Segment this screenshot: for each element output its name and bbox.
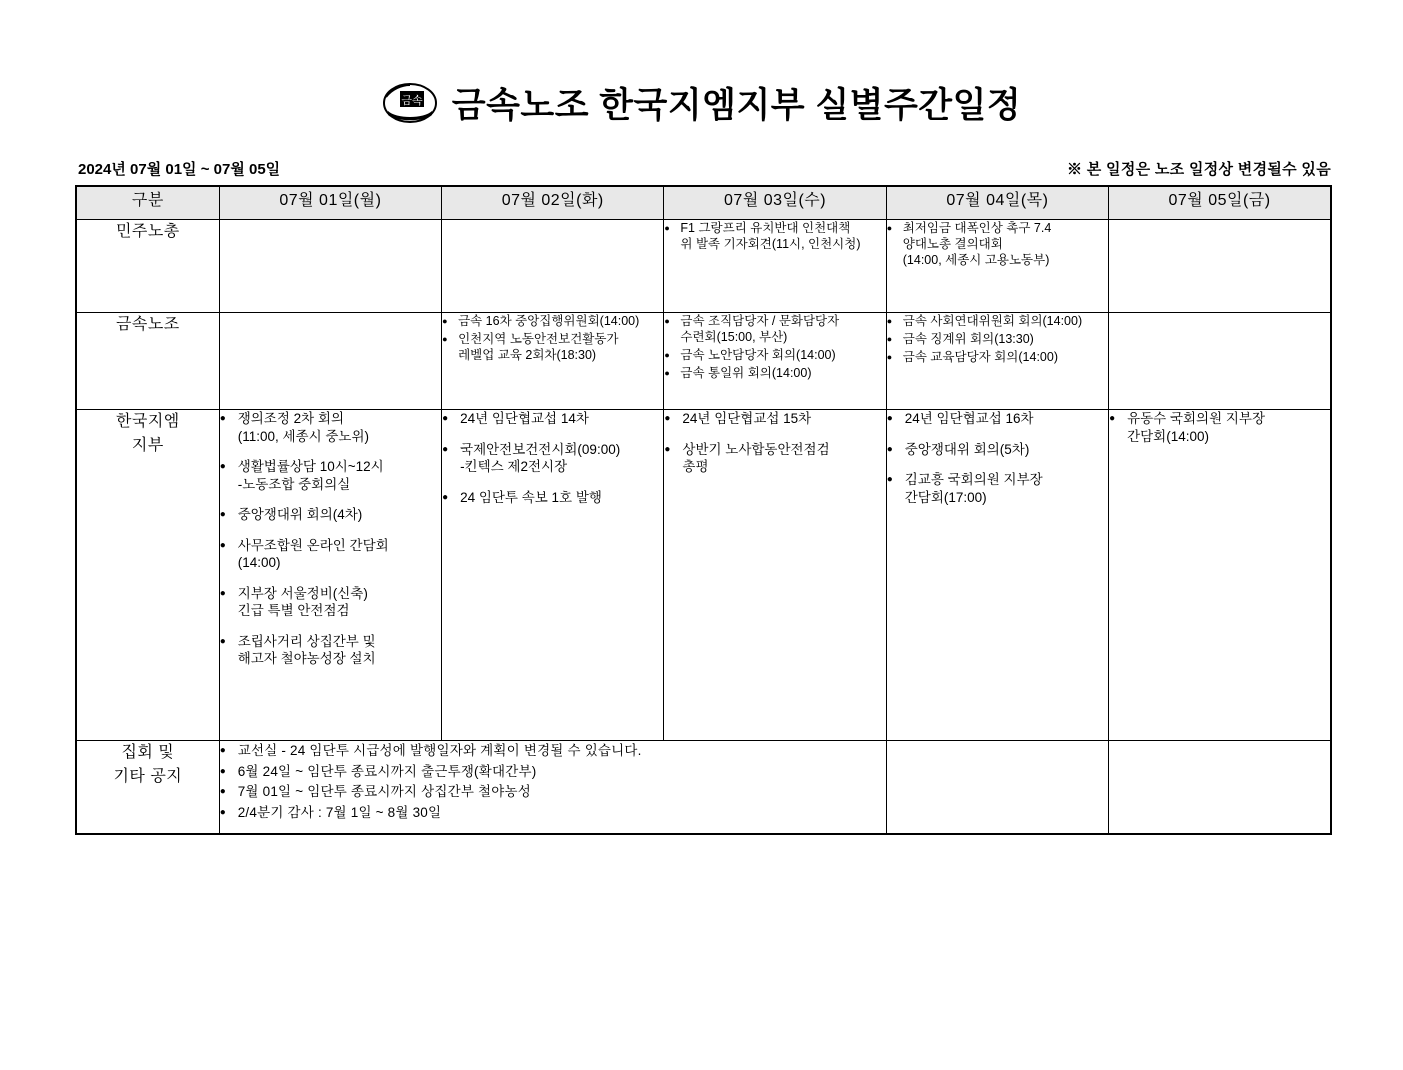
cell-notice-blank-thu [886,741,1108,835]
schedule-item: ● 금속 징계위 회의(13:30) [887,331,1108,347]
item-list [887,410,1108,506]
schedule-item: ● 금속 교육담당자 회의(14:00) [887,349,1108,365]
item-list [887,313,1108,365]
schedule-item: ● 2/4분기 감사 : 7월 1일 ~ 8월 30일 [220,803,886,823]
cell-notice-items [219,741,886,835]
schedule-item: ● 금속 조직담당자 / 문화담당자 수련회(15:00, 부산) [664,313,885,345]
item-list [220,410,441,668]
column-header-thu: 07월 04일(목) [886,186,1108,220]
document-page [0,78,1403,1070]
cell-minju-thu [886,220,1108,313]
schedule-item: ● 교선실 - 24 임단투 시급성에 발행일자와 계획이 변경될 수 있습니다. [220,741,886,761]
schedule-item: ● 지부장 서울정비(신축) 긴급 특별 안전점검 [220,585,441,620]
column-header-fri: 07월 05일(금) [1109,186,1331,220]
column-header-wed: 07월 03일(수) [664,186,886,220]
schedule-item: ● 7월 01일 ~ 임단투 종료시까지 상집간부 철야농성 [220,782,886,802]
cell-minju-mon [219,220,441,313]
item-list [664,313,885,381]
schedule-item: ● 24년 임단협교섭 16차 [887,410,1108,428]
column-header-tue: 07월 02일(화) [442,186,664,220]
cell-geumsok-fri [1109,313,1331,410]
schedule-item: ● 유동수 국회의원 지부장 간담회(14:00) [1109,410,1330,445]
table-row [76,313,1331,410]
schedule-item: ● 중앙쟁대위 회의(5차) [887,441,1108,459]
item-list [220,741,886,822]
schedule-item: ● 금속 16차 중앙집행위원회(14:00) [442,313,663,329]
schedule-item: ● 금속 통일위 회의(14:00) [664,365,885,381]
cell-gm-thu [886,410,1108,741]
schedule-item: ● 상반기 노사합동안전점검 총평 [664,441,885,476]
schedule-item: ● 조립사거리 상집간부 및 해고자 철야농성장 설치 [220,633,441,668]
item-list [442,313,663,363]
cell-geumsok-tue [442,313,664,410]
cell-geumsok-wed [664,313,886,410]
cell-minju-tue [442,220,664,313]
schedule-item: ● 생활법률상담 10시~12시 -노동조합 중회의실 [220,458,441,493]
svg-text:금속: 금속 [401,95,423,107]
schedule-item: ● 김교흥 국회의원 지부장 간담회(17:00) [887,471,1108,506]
table-row [76,220,1331,313]
page-title: 금속노조 한국지엠지부 실별주간일정 [451,86,1022,125]
schedule-item: ● 사무조합원 온라인 간담회 (14:00) [220,537,441,572]
schedule-item: ● 국제안전보건전시회(09:00) -킨텍스 제2전시장 [442,441,663,476]
row-label-gm-branch: 한국지엠 지부 [76,410,219,741]
cell-geumsok-mon [219,313,441,410]
row-label-geumsoknojo: 금속노조 [76,313,219,410]
cell-notice-blank-fri [1109,741,1331,835]
item-list [664,220,885,252]
cell-minju-wed [664,220,886,313]
schedule-item: ● 쟁의조정 2차 회의 (11:00, 세종시 중노위) [220,410,441,445]
cell-gm-wed [664,410,886,741]
column-header-mon: 07월 01일(월) [219,186,441,220]
schedule-item: ● 24년 임단협교섭 14차 [442,410,663,428]
item-list [1109,410,1330,445]
union-emblem-icon [382,81,438,125]
schedule-item: ● 금속 사회연대위원회 회의(14:00) [887,313,1108,329]
table-row [76,410,1331,741]
cell-minju-fri [1109,220,1331,313]
row-label-notice: 집회 및 기타 공지 [76,741,219,835]
item-list [442,410,663,506]
schedule-item: ● 최저임금 대폭인상 촉구 7.4 양대노총 결의대회 (14:00, 세종시 고용노동부) [887,220,1108,268]
schedule-change-note: ※ 본 일정은 노조 일정상 변경될수 있음 [1067,161,1331,178]
table-header-row [76,186,1331,220]
schedule-item: ● 인천지역 노동안전보건활동가 레벨업 교육 2회차(18:30) [442,331,663,363]
cell-gm-tue [442,410,664,741]
schedule-item: ● 24년 임단협교섭 15차 [664,410,885,428]
item-list [887,220,1108,268]
schedule-item: ● 중앙쟁대위 회의(4차) [220,506,441,524]
cell-gm-mon [219,410,441,741]
cell-geumsok-thu [886,313,1108,410]
cell-gm-fri [1109,410,1331,741]
row-label-minjunochong: 민주노총 [76,220,219,313]
document-header [0,78,1403,128]
schedule-item: ● 6월 24일 ~ 임단투 종료시까지 출근투쟁(확대간부) [220,762,886,782]
weekly-schedule-table [75,185,1332,835]
date-range: 2024년 07월 01일 ~ 07월 05일 [78,161,281,178]
item-list [664,410,885,476]
table-row [76,741,1331,835]
schedule-item: ● 24 임단투 속보 1호 발행 [442,489,663,507]
column-header-category: 구분 [76,186,219,220]
schedule-item: ● F1 그랑프리 유치반대 인천대책 위 발족 기자회견(11시, 인천시청) [664,220,885,252]
subheader [78,158,1331,179]
schedule-item: ● 금속 노안담당자 회의(14:00) [664,347,885,363]
